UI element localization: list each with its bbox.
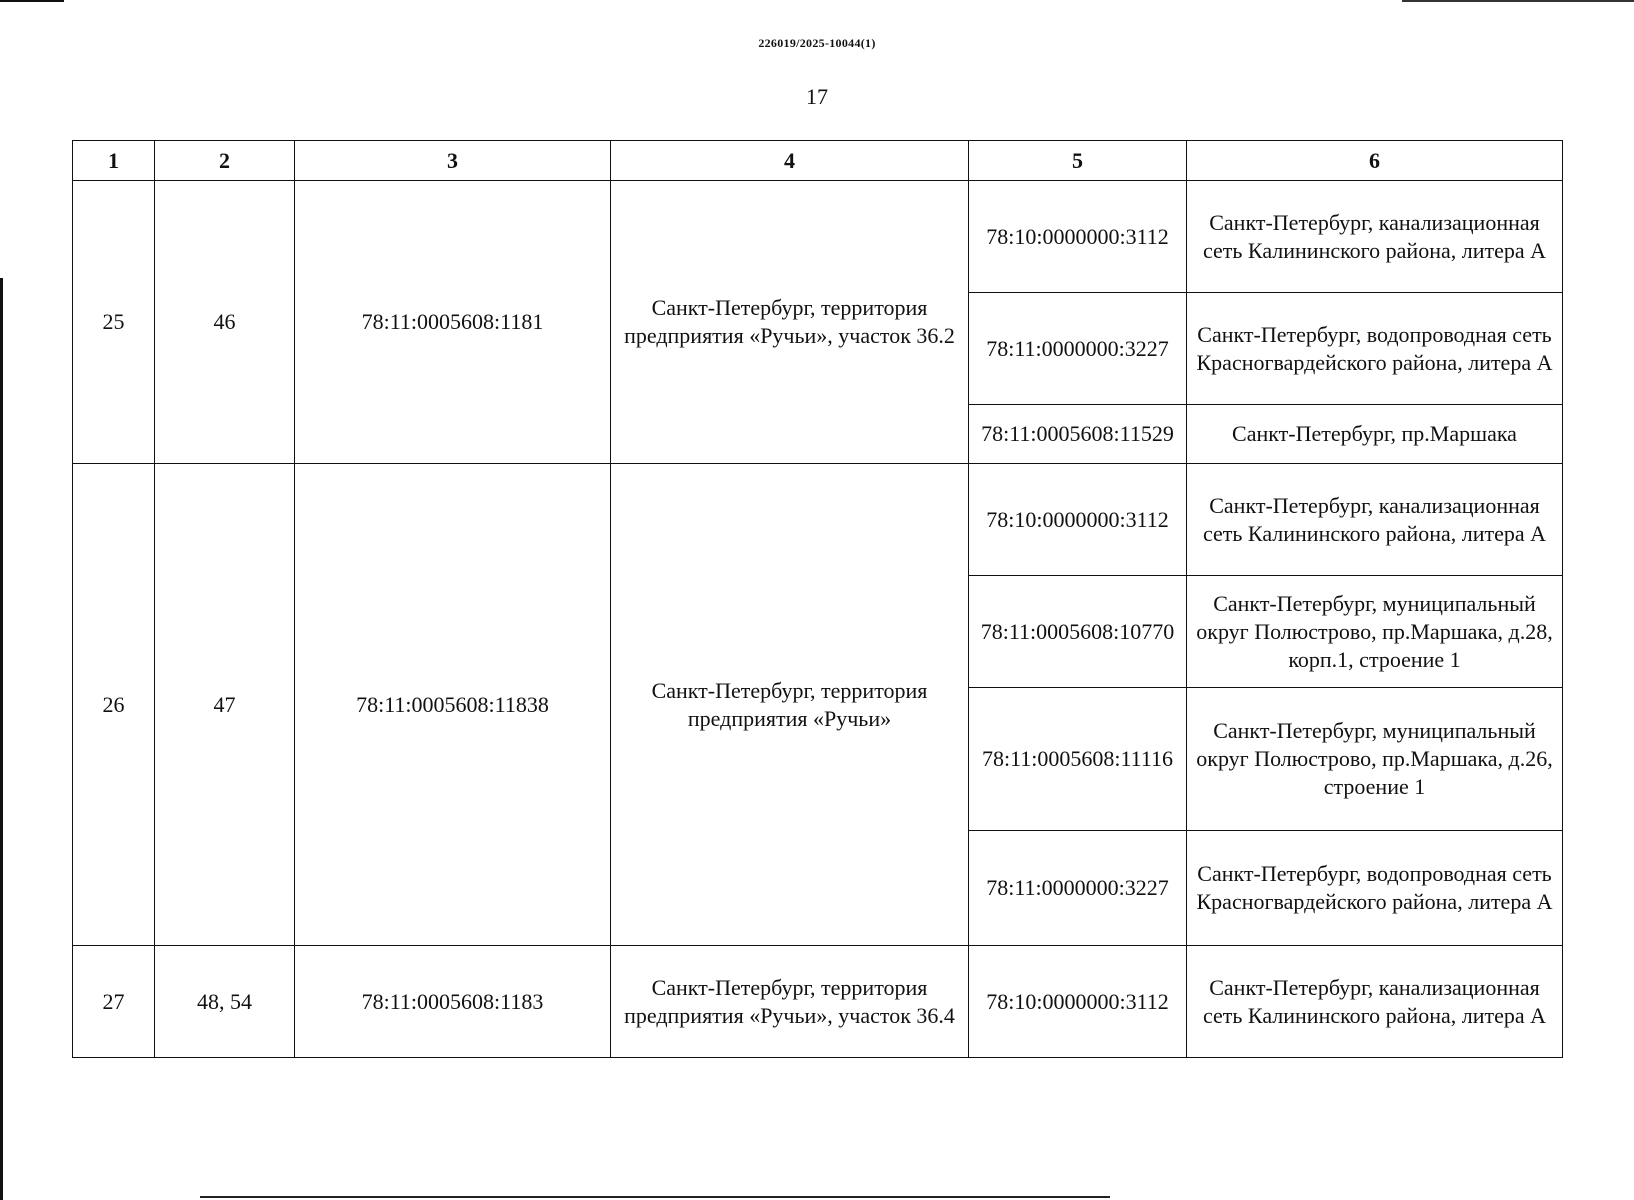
column-header-6: 6 <box>1187 141 1563 181</box>
document-number: 226019/2025-10044(1) <box>758 36 876 50</box>
table-header-row <box>73 141 1563 181</box>
related-address-cell: Санкт-Петербург, муниципальный округ Полюстрово, пр.Маршака, д.28, корп.1, строение 1 <box>1187 576 1563 688</box>
cadastral-table <box>72 140 1563 1058</box>
column-header-3: 3 <box>295 141 611 181</box>
column-header-2: 2 <box>155 141 295 181</box>
related-cadastral-number-cell: 78:11:0005608:11529 <box>969 405 1187 464</box>
related-cadastral-number-cell: 78:10:0000000:3112 <box>969 946 1187 1058</box>
page-number: 17 <box>806 84 828 109</box>
related-cadastral-number-cell: 78:11:0000000:3227 <box>969 293 1187 405</box>
scan-edge-top-left <box>0 0 64 2</box>
address-cell: Санкт-Петербург, территория предприятия «Ручьи», участок 36.2 <box>611 181 969 464</box>
related-cadastral-number-cell: 78:10:0000000:3112 <box>969 464 1187 576</box>
related-cadastral-number-cell: 78:10:0000000:3112 <box>969 181 1187 293</box>
column-header-4: 4 <box>611 141 969 181</box>
related-address-cell: Санкт-Петербург, канализационная сеть Калининского района, литера А <box>1187 181 1563 293</box>
related-cadastral-number-cell: 78:11:0005608:11116 <box>969 688 1187 831</box>
cadastral-number-cell: 78:11:0005608:11838 <box>295 464 611 946</box>
table-row <box>73 946 1563 1058</box>
related-address-cell: Санкт-Петербург, канализационная сеть Калининского района, литера А <box>1187 464 1563 576</box>
cadastral-number-cell: 78:11:0005608:1181 <box>295 181 611 464</box>
scan-edge-left <box>0 278 3 1200</box>
related-cadastral-number-cell: 78:11:0005608:10770 <box>969 576 1187 688</box>
row-number-cell: 25 <box>73 181 155 464</box>
cadastral-number-cell: 78:11:0005608:1183 <box>295 946 611 1058</box>
column-header-1: 1 <box>73 141 155 181</box>
related-address-cell: Санкт-Петербург, муниципальный округ Полюстрово, пр.Маршака, д.26, строение 1 <box>1187 688 1563 831</box>
related-address-cell: Санкт-Петербург, водопроводная сеть Красногвардейского района, литера А <box>1187 293 1563 405</box>
table-row <box>73 464 1563 576</box>
related-address-cell: Санкт-Петербург, пр.Маршака <box>1187 405 1563 464</box>
table-row <box>73 181 1563 293</box>
bottom-rule <box>200 1196 1110 1198</box>
address-cell: Санкт-Петербург, территория предприятия «Ручьи» <box>611 464 969 946</box>
address-cell: Санкт-Петербург, территория предприятия «Ручьи», участок 36.4 <box>611 946 969 1058</box>
related-address-cell: Санкт-Петербург, водопроводная сеть Красногвардейского района, литера А <box>1187 831 1563 946</box>
related-cadastral-number-cell: 78:11:0000000:3227 <box>969 831 1187 946</box>
row-number-cell: 26 <box>73 464 155 946</box>
row-number-cell: 27 <box>73 946 155 1058</box>
plot-number-cell: 47 <box>155 464 295 946</box>
scan-edge-top-right <box>1402 0 1634 2</box>
plot-number-cell: 46 <box>155 181 295 464</box>
related-address-cell: Санкт-Петербург, канализационная сеть Калининского района, литера А <box>1187 946 1563 1058</box>
plot-number-cell: 48, 54 <box>155 946 295 1058</box>
column-header-5: 5 <box>969 141 1187 181</box>
